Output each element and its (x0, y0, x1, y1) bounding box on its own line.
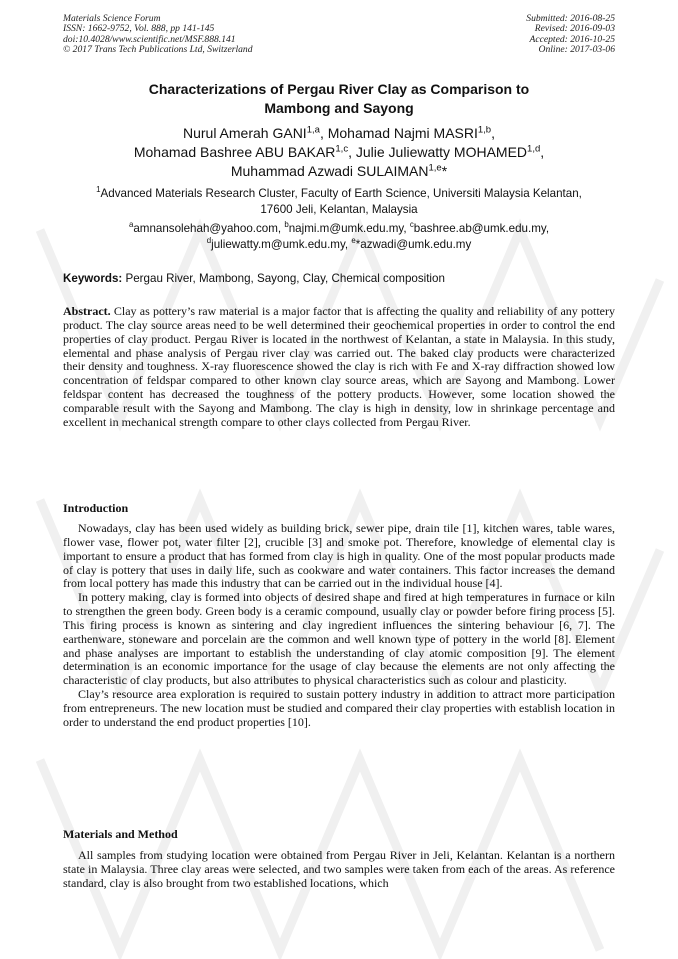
section-heading-introduction: Introduction (63, 501, 129, 515)
email-link[interactable]: bashree.ab@umk.edu.my, (413, 222, 550, 235)
author-list (63, 124, 615, 181)
authors-line-3 (63, 162, 615, 181)
journal-name: Materials Science Forum (63, 13, 161, 24)
email-link[interactable]: amnansolehah@yahoo.com, (133, 222, 285, 235)
accepted-date: Accepted: 2016-10-25 (529, 33, 615, 45)
introduction-section (63, 522, 615, 730)
authors-line-1: Nurul Amerah GANI$^{1,a}$, Mohamad Najmi MASRI$^{1,b}$, (182, 124, 495, 141)
publication-dates (526, 14, 615, 56)
author-marker: 1,c (335, 143, 349, 155)
corresponding-mark: * (441, 163, 448, 179)
email-link[interactable]: najmi.m@umk.edu.my, (288, 222, 410, 235)
keywords (63, 271, 615, 286)
paragraph: Clay’s resource area exploration is required to sustain pottery industry in addition to attract more participation from entrepreneurs. The new location must be studied and compared their clay properties with establish location in order to understand the end product properties [10]. (63, 687, 615, 729)
doi: doi:10.4028/www.scientific.net/MSF.888.141 (63, 33, 236, 45)
paragraph: All samples from studying location were obtained from Pergau River in Jeli, Kelantan. Kelantan is a northern state in Malaysia. Three clay areas were selected, and two samples were taken from each of the areas. As reference standard, clay is also brought from two established locations, which (63, 848, 615, 890)
email-list: $^a$amnansolehah@yahoo.com, $^b$najmi.m@umk.edu.my, $^c$bashree.ab@umk.edu.my, $^d$juliewatty.m@umk.edu.my, $^e$*azwadi@umk.edu.my (128, 220, 550, 251)
email-link[interactable]: juliewatty.m@umk.edu.my, (211, 237, 352, 251)
author-name: Julie Juliewatty MOHAMED (355, 144, 528, 160)
online-date: Online: 2017-03-06 (538, 44, 615, 56)
keywords-text: Pergau River, Mambong, Sayong, Clay, Chemical composition (122, 272, 445, 285)
section-heading-materials-method: Materials and Method (63, 827, 178, 841)
materials-method-section (63, 849, 615, 891)
affiliation-line-2: 17600 Jeli, Kelantan, Malaysia (260, 202, 418, 216)
author-name: Mohamad Najmi MASRI (327, 125, 478, 141)
paper-title (63, 80, 615, 118)
paragraph: Nowadays, clay has been used widely as building brick, sewer pipe, drain tile [1], kitchen wares, table wares, flower vase, flower pot, water filter [2], crucible [3] and smoke pot. Therefore, knowledge of elemental clay is important to ensure a product that has formed from clay is high in quality. One of the most popular products made of clay is pottery that uses in daily life, such as cookware and water containers. This factor increases the demand from local pottery has made this industry that can be carried out in the individual house [4]. (63, 521, 615, 591)
keywords-label: Keywords: (63, 272, 123, 285)
abstract (63, 305, 615, 430)
paragraph: In pottery making, clay is formed into objects of desired shape and fired at high temperatures in furnace or kiln to strengthen the green body. Green body is a ceramic compound, usually clay or powder before firing process [5]. This firing process is known as sintering and clay ingredient influences the sintering behaviour [6, 7]. The earthenware, stoneware and porcelain are the common and well known type of pottery in the world [8]. Element and phase analyses are important to establish the understanding of clay atomic composition [9]. The element determination is an economic importance for the usage of clay because the elements are not only affecting the characteristic of clay products, but also attributes to physical characteristics such as colour and plasticity. (63, 590, 615, 688)
author-name: Nurul Amerah GANI (182, 125, 307, 141)
affiliation-marker: 1 (96, 185, 101, 195)
author-name: Mohamad Bashree ABU BAKAR (133, 144, 336, 160)
title-line-1: Characterizations of Pergau River Clay as Comparison to (148, 81, 530, 97)
revised-date: Revised: 2016-09-03 (534, 23, 615, 35)
journal-info (63, 14, 253, 56)
email-link[interactable]: *azwadi@umk.edu.my (355, 237, 472, 251)
affiliation-line-1: Advanced Materials Research Cluster, Faculty of Earth Science, Universiti Malaysia Kelantan, (100, 187, 582, 200)
author-marker: 1,b (477, 124, 492, 136)
author-marker: 1,d (527, 143, 541, 155)
affiliation (63, 186, 615, 217)
authors-line-2: Mohamad Bashree ABU BAKAR$^{1,c}$, Julie Juliewatty MOHAMED$^{1,d}$, (133, 143, 545, 160)
abstract-label: Abstract. (63, 304, 111, 318)
submitted-date: Submitted: 2016-08-25 (526, 13, 615, 24)
author-name: Muhammad Azwadi SULAIMAN (230, 163, 429, 179)
abstract-text: Clay as pottery’s raw material is a major factor that is affecting the quality and reliability of any pottery product. The clay source areas need to be well determined their geochemical properties in order to control the end properties of clay product. Pergau River is located in the northwest of Kelantan, a state in Malaysia. In this study, elemental and phase analysis of Pergau river clay was carried out. The baked clay products were characterized their density and toughness. X-ray fluorescence showed the clay is rich with Fe and X-ray diffraction showed low concentration of feldspar compared to other known clay source areas, which are Sayong and Mambong. Lower feldspar content has decreased the toughness of the pottery products. However, some location showed the comparable result with the Sayong and Mambong. The clay is high in density, low in shrinkage percentage and excellent in mechanical strength compare to other clays collected from Pergau River. (63, 304, 615, 429)
copyright: © 2017 Trans Tech Publications Ltd, Switzerland (63, 44, 253, 56)
author-marker: 1,e (428, 162, 442, 174)
issn-volume: ISSN: 1662-9752, Vol. 888, pp 141-145 (63, 23, 215, 35)
title-line-2: Mambong and Sayong (264, 100, 414, 116)
author-marker: 1,a (306, 124, 320, 136)
